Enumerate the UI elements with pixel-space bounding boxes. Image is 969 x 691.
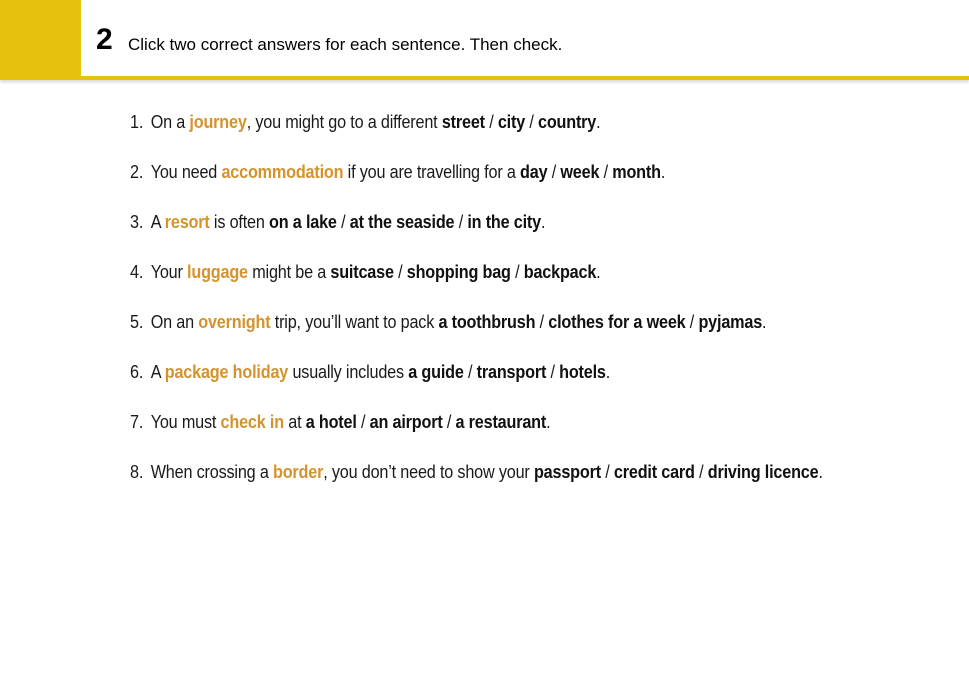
- question-item: [130, 108, 823, 158]
- option-separator: /: [599, 162, 613, 182]
- answer-option[interactable]: a toothbrush: [438, 312, 536, 332]
- question-number: 2.: [130, 162, 144, 182]
- sentence-text: A: [150, 362, 165, 382]
- question-item: [130, 458, 823, 508]
- answer-option[interactable]: in the city: [467, 212, 541, 232]
- sentence-text: if you are travelling for a: [343, 162, 521, 182]
- sentence-text: Your: [150, 262, 188, 282]
- sentence-text: A: [150, 212, 165, 232]
- sentence-end: .: [762, 312, 767, 332]
- answer-option[interactable]: transport: [476, 362, 547, 382]
- question-item: [130, 308, 823, 358]
- option-separator: /: [510, 262, 524, 282]
- sentence-text: is often: [209, 212, 270, 232]
- option-separator: /: [336, 212, 350, 232]
- answer-option[interactable]: street: [441, 112, 485, 132]
- sentence-end: .: [540, 212, 546, 232]
- question-item: [130, 408, 823, 458]
- sentence-end: .: [596, 112, 601, 132]
- keyword: luggage: [187, 262, 248, 282]
- option-separator: /: [685, 312, 699, 332]
- question-number: 8.: [130, 462, 144, 482]
- sentence-end: .: [546, 412, 551, 432]
- header-accent-block: [0, 0, 81, 76]
- keyword: check in: [220, 412, 284, 432]
- option-separator: /: [525, 112, 538, 132]
- exercise-header: [0, 0, 969, 80]
- answer-option[interactable]: driving licence: [707, 462, 819, 482]
- keyword: journey: [189, 112, 247, 132]
- question-number: 1.: [130, 112, 144, 132]
- answer-option[interactable]: credit card: [613, 462, 695, 482]
- sentence-text: might be a: [247, 262, 331, 282]
- sentence-text: You must: [150, 412, 221, 432]
- answer-option[interactable]: suitcase: [330, 262, 394, 282]
- option-separator: /: [600, 462, 614, 482]
- answer-option[interactable]: an airport: [369, 412, 443, 432]
- answer-option[interactable]: on a lake: [269, 212, 337, 232]
- option-separator: /: [442, 412, 456, 432]
- option-separator: /: [535, 312, 549, 332]
- option-separator: /: [393, 262, 407, 282]
- option-separator: /: [547, 162, 561, 182]
- question-item: [130, 258, 823, 308]
- answer-option[interactable]: clothes for a week: [548, 312, 686, 332]
- sentence-text: On a: [150, 112, 190, 132]
- option-separator: /: [694, 462, 708, 482]
- question-item: [130, 208, 823, 258]
- sentence-end: .: [818, 462, 823, 482]
- answer-option[interactable]: day: [520, 162, 548, 182]
- sentence-text: at: [283, 412, 306, 432]
- sentence-end: .: [660, 162, 666, 182]
- sentence-text: , you might go to a different: [246, 112, 442, 132]
- answer-option[interactable]: month: [612, 162, 661, 182]
- answer-option[interactable]: hotels: [559, 362, 606, 382]
- sentence-text: trip, you’ll want to pack: [270, 312, 439, 332]
- header-divider: [0, 76, 969, 80]
- question-list: [130, 108, 900, 508]
- option-separator: /: [356, 412, 370, 432]
- sentence-text: On an: [150, 312, 199, 332]
- answer-option[interactable]: pyjamas: [698, 312, 763, 332]
- keyword: border: [272, 462, 324, 482]
- question-number: 5.: [130, 312, 144, 332]
- keyword: accommodation: [221, 162, 344, 182]
- option-separator: /: [463, 362, 477, 382]
- sentence-text: You need: [150, 162, 222, 182]
- sentence-text: When crossing a: [150, 462, 273, 482]
- question-number: 4.: [130, 262, 144, 282]
- option-separator: /: [546, 362, 560, 382]
- answer-option[interactable]: passport: [533, 462, 601, 482]
- keyword: resort: [164, 212, 210, 232]
- option-separator: /: [454, 212, 468, 232]
- answer-option[interactable]: shopping bag: [406, 262, 511, 282]
- keyword: overnight: [198, 312, 271, 332]
- sentence-text: , you don’t need to show your: [323, 462, 534, 482]
- exercise-instruction: Click two correct answers for each sentence. Then check.: [128, 35, 563, 54]
- sentence-text: usually includes: [288, 362, 409, 382]
- answer-option[interactable]: city: [497, 112, 526, 132]
- answer-option[interactable]: week: [560, 162, 600, 182]
- answer-option[interactable]: backpack: [523, 262, 597, 282]
- option-separator: /: [484, 112, 498, 132]
- question-number: 7.: [130, 412, 144, 432]
- question-item: [130, 158, 823, 208]
- answer-option[interactable]: at the seaside: [349, 212, 455, 232]
- exercise-number: 2: [96, 23, 113, 56]
- answer-option[interactable]: country: [537, 112, 597, 132]
- sentence-end: .: [596, 262, 601, 282]
- sentence-end: .: [605, 362, 611, 382]
- answer-option[interactable]: a hotel: [305, 412, 357, 432]
- answer-option[interactable]: a restaurant: [455, 412, 547, 432]
- question-item: [130, 358, 823, 408]
- answer-option[interactable]: a guide: [408, 362, 464, 382]
- question-number: 6.: [130, 362, 144, 382]
- question-number: 3.: [130, 212, 144, 232]
- keyword: package holiday: [164, 362, 289, 382]
